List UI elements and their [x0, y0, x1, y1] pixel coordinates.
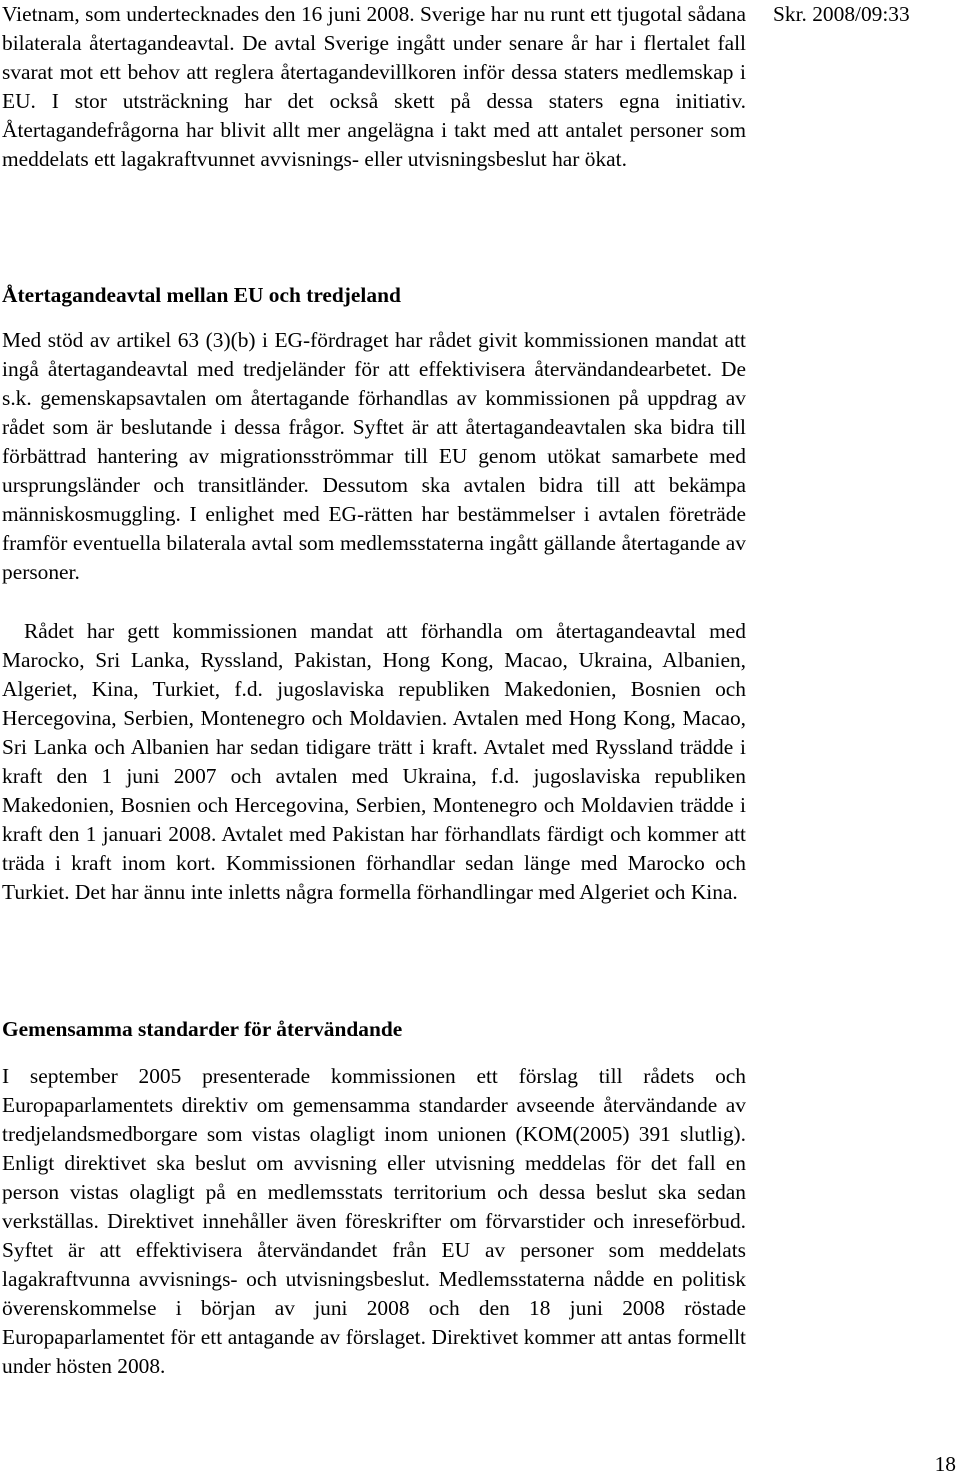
section-intro	[2, 0, 746, 174]
page-number: 18	[934, 1452, 956, 1476]
section-eu-paragraph-1-block	[2, 326, 746, 587]
body-paragraph: I september 2005 presenterade kommissionen ett förslag till rådets och Europaparlamentets direktiv om gemensamma standarder avseende återvändande av tredjelandsmedborgare som vistas olagligt inom unionen (KOM(2005) 391 slutlig). Enligt direktivet ska beslut om avvisning eller utvisning meddelas för det fall en person vistas olagligt på en medlemsstats territorium och dessa beslut ska sedan verkställas. Direktivet innehåller även föreskrifter om förvarstider och inreseförbud. Syftet är att effektivisera återvändandet från EU av personer som meddelats lagakraftvunna avvisnings- och utvisningsbeslut. Medlemsstaterna nådde en politisk överenskommelse i början av juni 2008 och den 18 juni 2008 röstade Europaparlamentet för ett antagande av förslaget. Direktivet kommer att antas formellt under hösten 2008.	[2, 1064, 746, 1378]
body-paragraph: Rådet har gett kommissionen mandat att förhandla om återtagandeavtal med Marocko, Sri Lanka, Ryssland, Pakistan, Hong Kong, Macao, Ukraina, Albanien, Algeriet, Kina, Turkiet, f.d. jugoslaviska republiken Makedonien, Bosnien och Hercegovina, Serbien, Montenegro och Moldavien. Avtalen med Hong Kong, Macao, Sri Lanka och Albanien har sedan tidigare trätt i kraft. Avtalet med Ryssland trädde i kraft den 1 juni 2007 och avtalen med Ukraina, f.d. jugoslaviska republiken Makedonien, Bosnien och Hercegovina, Serbien, Montenegro och Moldavien trädde i kraft den 1 januari 2008. Avtalet med Pakistan har förhandlats färdigt och kommer att träda i kraft inom kort. Kommissionen förhandlar sedan länge med Marocko och Turkiet. Det har ännu inte inletts några formella förhandlingar med Algeriet och Kina.	[2, 619, 746, 904]
document-reference: Skr. 2008/09:33	[773, 2, 910, 26]
body-paragraph: Med stöd av artikel 63 (3)(b) i EG-fördraget har rådet givit kommissionen mandat att ingå återtagandeavtal med tredjeländer för att effektivisera återvändandearbetet. De s.k. gemenskapsavtalen om återtagande förhandlas av kommissionen på uppdrag av rådet som är beslutande i dessa frågor. Syftet är att återtagandeavtalen ska bidra till förbättrad hantering av migrationsströmmar till EU genom utökat samarbete med ursprungsländer och transitländer. Dessutom ska avtalen bidra till att bekämpa människosmuggling. I enlighet med EG-rätten har bestämmelser i avtalen företräde framför eventuella bilaterala avtal som medlemsstaterna ingått gällande återtagande av personer.	[2, 328, 746, 584]
intro-paragraph: Vietnam, som undertecknades den 16 juni 2008. Sverige har nu runt ett tjugotal sådana bilaterala återtagandeavtal. De avtal Sverige ingått under senare år har i flertalet fall svarat mot ett behov att reglera återtagandevillkoren inför dessa staters medlemskap i EU. I stor utsträckning har det också skett på dessa staters egna initiativ. Återtagandefrågorna har blivit allt mer angelägna i takt med att antalet personer som meddelats ett lagakraftvunnet avvisnings- eller utvisningsbeslut har ökat.	[2, 2, 746, 171]
section-standards-heading-block	[2, 1015, 746, 1044]
section-heading: Gemensamma standarder för återvändande	[2, 1017, 403, 1041]
section-heading: Återtagandeavtal mellan EU och tredjeland	[2, 283, 401, 307]
section-eu-paragraph-2-block	[2, 617, 746, 907]
section-eu-heading-block	[2, 281, 746, 310]
section-standards-paragraph-block	[2, 1062, 746, 1381]
